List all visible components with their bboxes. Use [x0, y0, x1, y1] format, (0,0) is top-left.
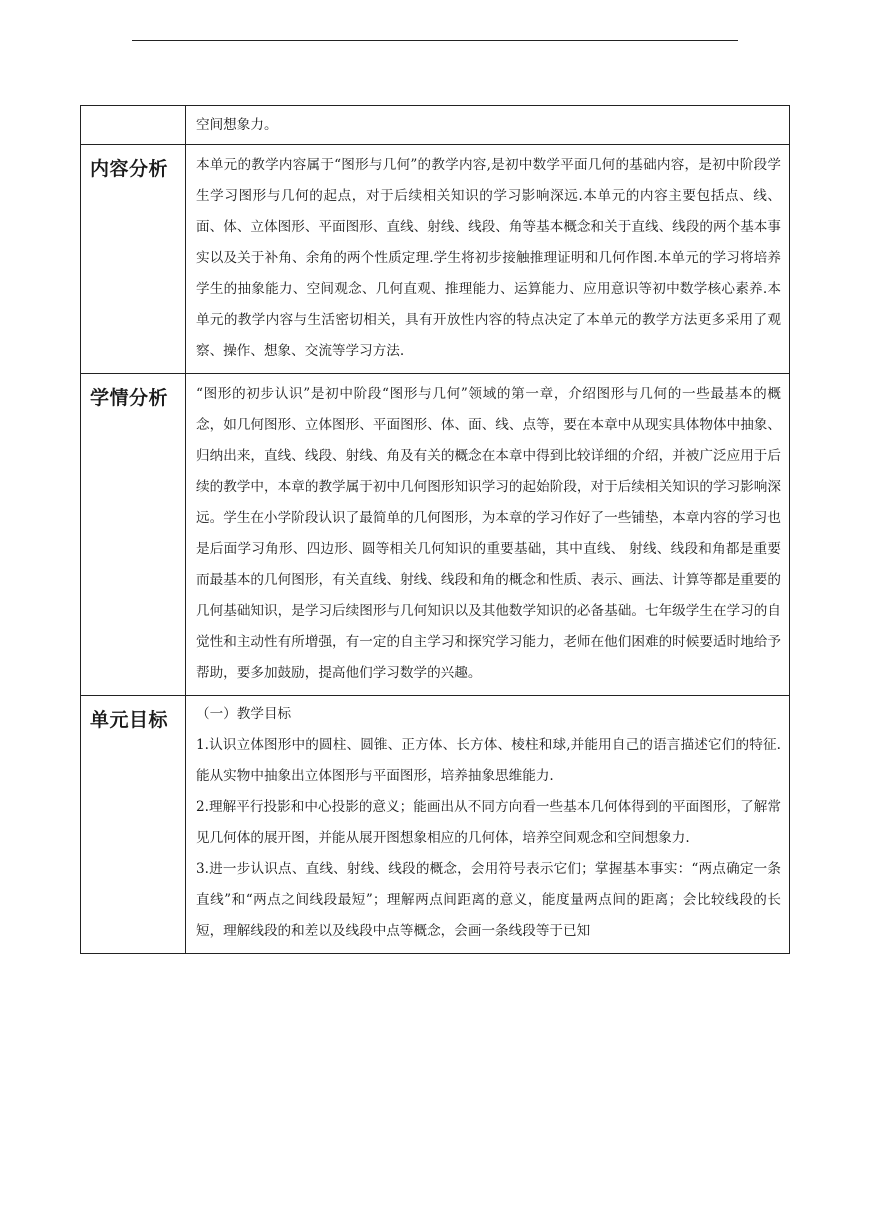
- lesson-plan-table: [80, 105, 790, 954]
- table-row: [81, 696, 790, 954]
- row-content-cell: [186, 696, 790, 954]
- row-label-cell: [81, 145, 186, 374]
- row-content-cell: [186, 374, 790, 696]
- content-paragraph: （一）教学目标: [196, 706, 292, 722]
- row-content-cell: [186, 106, 790, 145]
- row-label-cell: [81, 374, 186, 696]
- content-paragraph: 3.进一步认识点、直线、射线、线段的概念，会用符号表示它们；掌握基本事实：“两点确定一条直线”和“两点之间线段最短”；理解两点间距离的意义，能度量两点间的距离；会比较线段的长短，理解线段的和差以及线段中点等概念，会画一条线段等于已知: [196, 861, 781, 939]
- header-rule: [132, 40, 738, 41]
- row-label-cell: [81, 106, 186, 145]
- row-label-learner-analysis: 学情分析: [90, 387, 169, 409]
- content-paragraph: 2.理解平行投影和中心投影的意义；能画出从不同方向看一些基本几何体得到的平面图形，了解常见几何体的展开图，并能从展开图想象相应的几何体，培养空间观念和空间想象力.: [196, 799, 781, 846]
- table-row: [81, 106, 790, 145]
- row-content-cell: [186, 145, 790, 374]
- row-label-content-analysis: 内容分析: [90, 158, 169, 180]
- content-paragraph: 本单元的教学内容属于“图形与几何”的教学内容,是初中数学平面几何的基础内容，是初中阶段学生学习图形与几何的起点，对于后续相关知识的学习影响深远.本单元的内容主要包括点、线、面、体、立体图形、平面图形、直线、射线、线段、角等基本概念和关于直线、线段的两个基本事实以及关于补角、余角的两个性质定理.学生将初步接触推理证明和几何作图.本单元的学习将培养学生的抽象能力、空间观念、几何直观、推理能力、运算能力、应用意识等初中数学核心素养.本单元的教学内容与生活密切相关，具有开放性内容的特点决定了本单元的教学方法更多采用了观察、操作、想象、交流等学习方法.: [196, 157, 781, 359]
- row-label-cell: [81, 696, 186, 954]
- content-paragraph: “图形的初步认识”是初中阶段“图形与几何”领域的第一章，介绍图形与几何的一些最基本的概念，如几何图形、立体图形、平面图形、体、面、线、点等，要在本章中从现实具体物体中抽象、归纳出来，直线、线段、射线、角及有关的概念在本章中得到比较详细的介绍，并被广泛应用于后续的教学中，本章的教学属于初中几何图形知识学习的起始阶段，对于后续相关知识的学习影响深远。学生在小学阶段认识了最简单的几何图形，为本章的学习作好了一些铺垫，本章内容的学习也是后面学习角形、四边形、圆等相关几何知识的重要基础，其中直线、 射线、线段和角都是重要而最基本的几何图形，有关直线、射线、线段和角的概念和性质、表示、画法、计算等都是重要的几何基础知识，是学习后续图形与几何知识以及其他数学知识的必备基础。七年级学生在学习的自觉性和主动性有所增强，有一定的自主学习和探究学习能力，老师在他们困难的时候要适时地给予帮助，要多加鼓励，提高他们学习数学的兴趣。: [196, 386, 781, 681]
- row-label: [81, 106, 185, 119]
- table-row: [81, 374, 790, 696]
- row-label-unit-goals: 单元目标: [90, 709, 169, 731]
- content-paragraph: 空间想象力。: [196, 117, 278, 133]
- table-row: [81, 145, 790, 374]
- content-paragraph: 1.认识立体图形中的圆柱、圆锥、正方体、长方体、棱柱和球,并能用自己的语言描述它们的特征.能从实物中抽象出立体图形与平面图形，培养抽象思维能力.: [196, 737, 781, 784]
